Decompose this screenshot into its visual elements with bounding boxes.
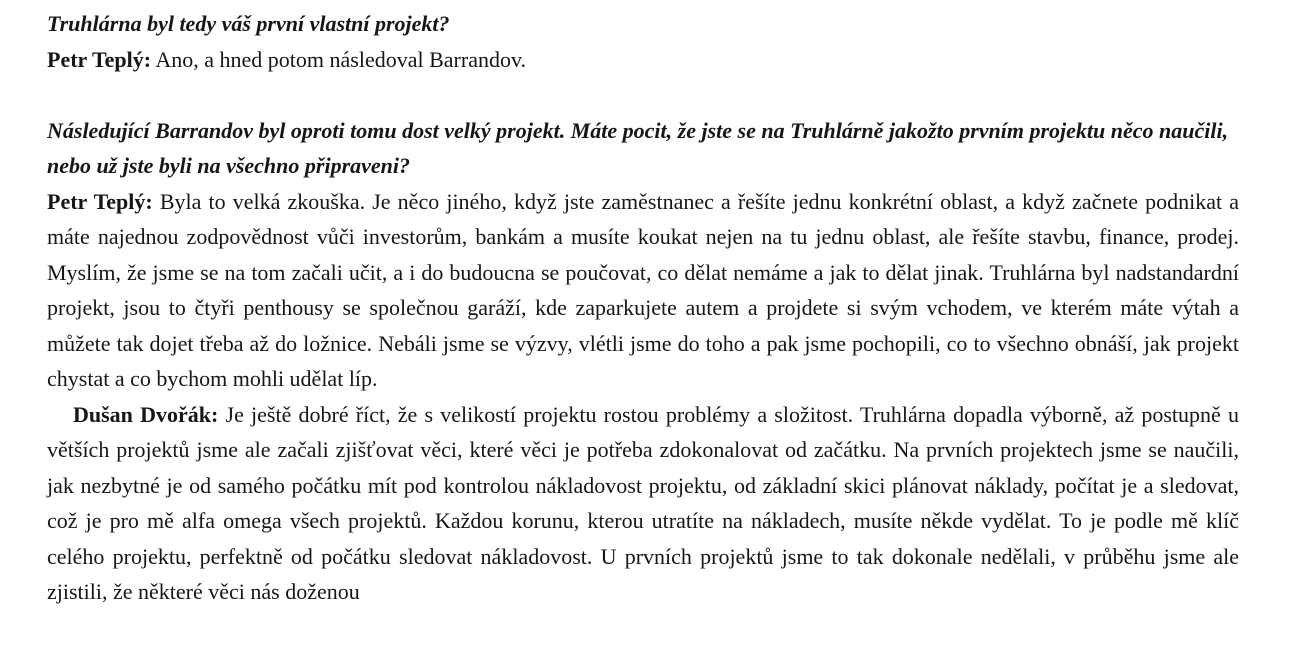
answer-text: Byla to velká zkouška. Je něco jiného, když jste zaměstnanec a řešíte jednu konkrétní oblast, a když začnete podnikat a máte najednou zodpovědnost vůči investorům, bankám a musíte koukat nejen na tu jednu oblast, ale řešíte stavbu, finance, prodej. Myslím, že jsme se na tom začali učit, a i do budoucna se poučovat, co dělat nemáme a jak to dělat jinak. Truhlárna byl nadstandardní projekt, jsou to čtyři penthousy se společnou garáží, kde zaparkujete autem a projdete si svým vchodem, ve kterém máte výtah a můžete tak dojet třeba až do ložnice. Nebáli jsme se výzvy, vlétli jsme do toho a pak jsme pochopili, co to všechno obnáší, jak projekt chystat a co bychom mohli udělat líp. (47, 188, 1239, 391)
speaker-name: Petr Teplý: (47, 188, 153, 214)
answer-text: Je ještě dobré říct, že s velikostí projektu rostou problémy a složitost. Truhlárna dopadla výborně, až postupně u větších projektů jsme ale začali zjišťovat věci, které věci je potřeba zdokonalovat od začátku. Na prvních projektech jsme se naučili, jak nezbytné je od samého počátku mít pod kontrolou nákladovost projektu, od základní skici plánovat náklady, počítat je a sledovat, což je pro mě alfa omega všech projektů. Každou korunu, kterou utratíte na nákladech, musíte někde vydělat. To je podle mě klíč celého projektu, perfektně od počátku sledovat nákladovost. U prvních projektů jsme to tak dokonale nedělali, v průběhu jsme ale zjistili, že některé věci nás doženou (47, 401, 1239, 604)
question-2: Následující Barrandov byl oproti tomu dost velký projekt. Máte pocit, že jste se na Truhlárně jakožto prvním projektu něco naučili, nebo už jste byli na všechno připraveni? (47, 117, 1229, 178)
question-1: Truhlárna byl tedy váš první vlastní projekt? (47, 11, 450, 36)
paragraph-gap (47, 77, 1239, 113)
answer-text: Ano, a hned potom následoval Barrandov. (151, 46, 527, 72)
speaker-name: Dušan Dvořák: (73, 401, 219, 427)
speaker-name: Petr Teplý: (47, 46, 152, 72)
answer-2-dusan (47, 397, 1239, 610)
answer-1-petr (47, 42, 1239, 78)
interview-text (47, 6, 1239, 610)
answer-2-petr (47, 184, 1239, 397)
